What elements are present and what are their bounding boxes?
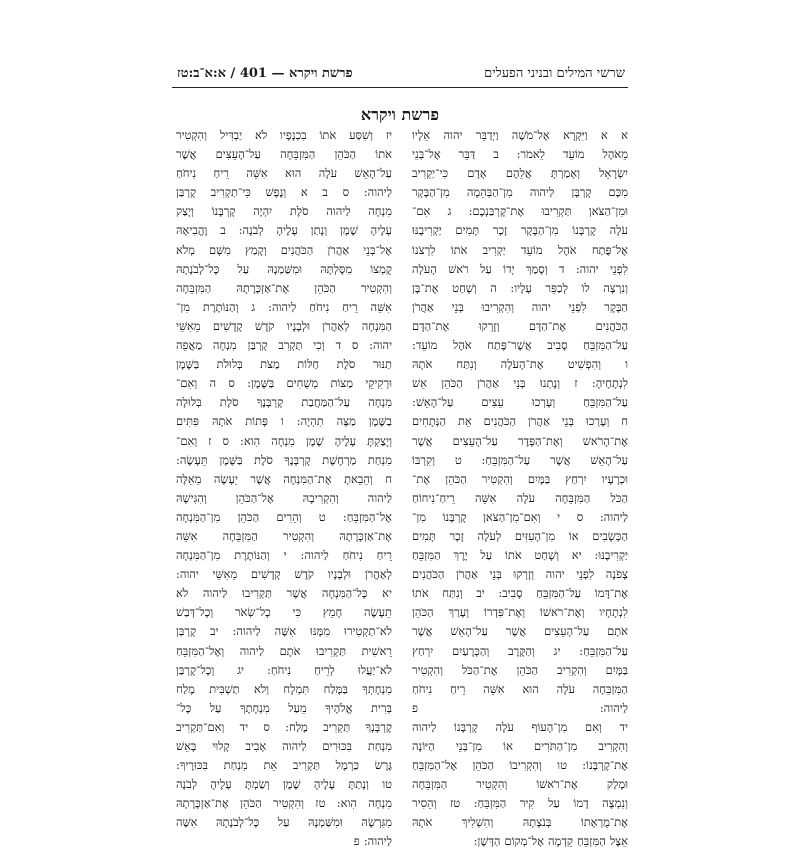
text-line: וּרְקִיקֵי מַצּוֹת מְשֻׁחִים בַּשָּׁמֶן: ס ה וְאִם־ xyxy=(176,376,392,391)
text-line: תַנּוּר סֹלֶת חַלּוֹת מַצֹּת בְּלוּלֹת בַּשֶּׁמֶן xyxy=(176,357,392,372)
text-line: אֶת־דָּמוֹ עַל־הַמִּזְבֵּחַ סָבִיב: יב וְנִתַּח אֹתוֹ xyxy=(412,586,628,601)
text-line: אֹתוֹ הַכֹּהֵן הַמִּזְבֵּחָה עַל־הָעֵצִים אֲשֶׁר xyxy=(176,147,392,162)
text-line: הַבָּקָר לִפְנֵי יהוה וְהִקְרִיבוּ בְּנֵי אַהֲרֹן xyxy=(412,299,628,314)
text-line: עַל־הָאֵשׁ עֹלָה הוּא אִשֵּׁה רֵיחַ נִיחֹחַ xyxy=(176,166,392,181)
text-line: מִנְחַת בִּכּוּרִים לַיהוה אָבִיב קָלוּי בָּאֵשׁ xyxy=(176,739,392,753)
text-line: בַשֶּׁמֶן מַצָּה תִהְיֶה: ו פָּתוֹת אֹתָהּ פִּתִּים xyxy=(176,414,392,429)
text-line: וּכְרָעָיו יִרְחַץ בַּמָּיִם וְהִקְטִיר הַכֹּהֵן אֶת־ xyxy=(412,471,628,486)
text-line: עֹלָה קָרְבָּנוֹ מִן־הַבָּקָר זָכָר תָּמִים יַקְרִיבֶנּוּ xyxy=(412,223,628,238)
text-line: א א וַיִּקְרָא אֶל־מֹשֶׁה וַיְדַבֵּר יהוה אֵלָיו xyxy=(412,128,628,142)
text-line: אִשֵּׁה רֵיחַ נִיחֹחַ לַיהוה: ג וְהַנּוֹתֶרֶת מִן־ xyxy=(176,299,392,314)
text-line: אֵצֶל הַמִּזְבֵּחַ קֵדְמָה אֶל־מְקוֹם הַדָּשֶׁן: xyxy=(473,834,628,849)
text-line: מִנְחַת מַרְחֶשֶׁת קָרְבָּנֶךָ סֹלֶת בַּשֶּׁמֶן תֵּעָשֶׂה: xyxy=(176,452,392,467)
text-line: רֵאשִׁית תַּקְרִיבוּ אֹתָם לַיהוה וְאֶל־הַמִּזְבֵּחַ xyxy=(176,643,392,658)
text-line: עָלֶיהָ שֶׁמֶן וְנָתַן עָלֶיהָ לְבֹנָה: ב וֶהֱבִיאָהּ xyxy=(176,223,392,238)
section-title: פרשת ויקרא xyxy=(360,105,440,124)
text-line: קֻמְצוֹ מִסָּלְתָּהּ וּמִשַּׁמְנָהּ עַל כָּל־לְבֹנָתָהּ xyxy=(176,261,392,276)
text-line: מִנְחָה הִוא: טז וְהִקְטִיר הַכֹּהֵן אֶת־אַזְכָּרָתָהּ xyxy=(176,796,392,811)
text-line: עַל־הַמִּזְבֵּחַ וְעָרְכוּ עֵצִים עַל־הָאֵשׁ: xyxy=(412,395,628,410)
text-line: קָרְבָּנְךָ תַּקְרִיב מֶלַח: ס יד וְאִם־תַּקְרִיב xyxy=(176,719,392,734)
text-line: עַל־הַמִּזְבֵּחַ סָבִיב אֲשֶׁר־פֶּתַח אֹהֶל מוֹעֵד: xyxy=(412,338,628,353)
running-title: שרשי המילים ובניני הפעלים xyxy=(484,66,625,81)
left-text-column xyxy=(176,126,392,852)
page-reference-header xyxy=(177,64,353,84)
text-line: מֵאֹהֶל מוֹעֵד לֵאמֹר: ב דַּבֵּר אֶל־בְּנֵי xyxy=(412,147,628,162)
text-line: לִנְתָחָיו וְאֶת־רֹאשׁוֹ וְאֶת־פִּדְרוֹ וְעָרַךְ הַכֹּהֵן xyxy=(412,605,628,620)
text-line: תֵעָשֶׂה חָמֵץ כִּי כָל־שְׂאֹר וְכָל־דְּבַשׁ xyxy=(176,605,392,620)
text-line: אֶל־פֶּתַח אֹהֶל מוֹעֵד יַקְרִיב אֹתוֹ לִרְצֹנוֹ xyxy=(412,242,628,257)
text-line: ו וְהִפְשִׁיט אֶת־הָעֹלָה וְנִתַּח אֹתָהּ xyxy=(412,357,628,372)
text-line: יד וְאִם מִן־הָעוֹף עֹלָה קָרְבָּנוֹ לַיהוה xyxy=(412,719,628,734)
text-line: ח וְעָרְכוּ בְּנֵי אַהֲרֹן הַכֹּהֲנִים אֵת הַנְּתָחִים xyxy=(412,414,628,429)
text-line: מִגִּרְשָׂהּ וּמִשַּׁמְנָהּ עַל כָּל־לְבֹנָתָהּ אִשֶּׁה xyxy=(176,815,392,830)
text-line: אֹתָם עַל־הָעֵצִים אֲשֶׁר עַל־הָאֵשׁ אֲשֶׁר xyxy=(412,624,628,639)
text-line: אֶת־אַזְכָּרָתָהּ וְהִקְטִיר הַמִּזְבֵּחָה אִשֵּׁה xyxy=(176,528,392,543)
text-line: לַיהוה: ס י וְאִם־מִן־הַצֹּאן קָרְבָּנוֹ מִן־ xyxy=(412,509,628,524)
text-line: יהוה: ס ד וְכִי תַקְרִב קָרְבַּן מִנְחָה מַאֲפֵה xyxy=(176,338,392,353)
text-line: וּמָלַק אֶת־רֹאשׁוֹ וְהִקְטִיר הַמִּזְבֵּחָה xyxy=(412,777,628,792)
text-line: וּמִן־הַצֹּאן תַּקְרִיבוּ אֶת־קָרְבַּנְכֶם: ג אִם־ xyxy=(412,204,628,219)
text-line: אֶל־הַמִּזְבֵּחַ: ט וְהֵרִים הַכֹּהֵן מִן־הַמִּנְחָה xyxy=(176,509,392,524)
text-line: אֶת־קָרְבָּנוֹ: טו וְהִקְרִיבוֹ הַכֹּהֵן אֶל־הַמִּזְבֵּחַ xyxy=(412,758,628,773)
text-line: מִנְחָתְךָ בַּמֶּלַח תִּמְלָח וְלֹא תַשְׁבִּית מֶלַח xyxy=(176,681,392,696)
text-line: הַכֹּל הַמִּזְבֵּחָה עֹלָה אִשֵּׁה רֵיחַ־נִיחוֹחַ xyxy=(412,490,628,505)
text-line: לְאַהֲרֹן וּלְבָנָיו קֹדֶשׁ קָדָשִׁים מֵאִשֵּׁי יהוה: xyxy=(176,567,392,582)
right-text-column xyxy=(412,126,628,852)
text-line: יַקְרִיבֶנּוּ: יא וְשָׁחַט אֹתוֹ עַל יֶרֶךְ הַמִּזְבֵּחַ xyxy=(412,548,628,563)
text-line: וְנִמְצָה דָמוֹ עַל קִיר הַמִּזְבֵּחַ: טז וְהֵסִיר xyxy=(412,796,628,811)
text-line: לֹא־תַקְטִירוּ מִמֶּנּוּ אִשֶּׁה לַיהוה: יב קָרְבַּן xyxy=(176,624,392,639)
text-line: הַכֹּהֲנִים אֶת־הַדָּם וְזָרְקוּ אֶת־הַדָּם xyxy=(412,318,628,333)
text-line: לַיהוה: פ xyxy=(353,834,392,849)
text-line: אֶת־מֻרְאָתוֹ בְּנֹצָתָהּ וְהִשְׁלִיךְ אֹתָהּ xyxy=(412,815,628,830)
text-line: הַמִּנְחָה לְאַהֲרֹן וּלְבָנָיו קֹדֶשׁ קָדָשִׁים מֵאִשֵּׁי xyxy=(176,318,392,333)
text-line: הַמִּזְבֵּחָה עֹלָה הוּא אִשֵּׁה רֵיחַ נִיחֹחַ xyxy=(412,681,628,696)
parsha-header: פרשת ויקרא xyxy=(289,66,353,81)
header-rule xyxy=(172,87,628,88)
text-line: עַל־הָאֵשׁ אֲשֶׁר עַל־הַמִּזְבֵּחַ: ט וְקִרְבּוֹ xyxy=(412,452,628,467)
text-line: הַכְּשָׂבִים אוֹ מִן־הָעִזִּים לְעֹלָה זָכָר תָּמִים xyxy=(412,528,628,543)
text-line: לֹא־יַעֲלוּ לְרֵיחַ נִיחֹחַ: יג וְכָל־קָרְבַּן xyxy=(176,662,392,677)
text-line: מִנְחָה לַיהוה סֹלֶת יִהְיֶה קָרְבָּנוֹ וְיָצַק xyxy=(176,204,392,219)
text-line: אֶל־בְּנֵי אַהֲרֹן הַכֹּהֲנִים וְקָמַץ מִשָּׁם מְלֹא xyxy=(176,242,392,257)
text-line: רֵיחַ נִיחֹחַ לַיהוה: י וְהַנּוֹתֶרֶת מִן־הַמִּנְחָה xyxy=(176,548,392,563)
text-line: ח וְהֵבֵאתָ אֶת־הַמִּנְחָה אֲשֶׁר יֵעָשֶׂה מֵאֵלֶּה xyxy=(176,471,392,486)
text-line: מִכֶּם קָרְבָּן לַיהוה מִן־הַבְּהֵמָה מִן־הַבָּקָר xyxy=(412,185,628,200)
text-line: לִנְתָחֶיהָ: ז וְנָתְנוּ בְּנֵי אַהֲרֹן הַכֹּהֵן אֵשׁ xyxy=(412,376,628,391)
text-line: לַיהוה: פ xyxy=(412,700,628,715)
text-line: וְנִרְצָה לוֹ לְכַפֵּר עָלָיו: ה וְשָׁחַט אֶת־בֶּן xyxy=(412,280,628,295)
text-line: בְּרִית אֱלֹהֶיךָ מֵעַל מִנְחָתֶךָ עַל כָּל־ xyxy=(176,700,392,715)
text-line: יא כָּל־הַמִּנְחָה אֲשֶׁר תַּקְרִיבוּ לַיהוה לֹא xyxy=(176,586,392,601)
text-line: בַּמָּיִם וְהִקְרִיב הַכֹּהֵן אֶת־הַכֹּל וְהִקְטִיר xyxy=(412,662,628,677)
text-line: לִפְנֵי יהוה: ד וְסָמַךְ יָדוֹ עַל רֹאשׁ הָעֹלָה xyxy=(412,261,628,276)
text-line: לַיהוה וְהִקְרִיבָהּ אֶל־הַכֹּהֵן וְהִגִּישָׁהּ xyxy=(176,490,392,505)
text-line: טו וְנָתַתָּ עָלֶיהָ שֶׁמֶן וְשַׂמְתָּ עָלֶיהָ לְבֹנָה xyxy=(176,777,392,792)
text-line: לַיהוה: ס ב א וְנֶפֶשׁ כִּי־תַקְרִיב קָרְבַּן xyxy=(176,185,392,200)
text-line: יִשְׂרָאֵל וְאָמַרְתָּ אֲלֵהֶם אָדָם כִּי־יַקְרִיב xyxy=(412,166,628,181)
text-line: וְיָצַקְתָּ עָלֶיהָ שָׁמֶן מִנְחָה הִוא: ס ז וְאִם־ xyxy=(176,433,392,448)
text-line: צָפֹנָה לִפְנֵי יהוה וְזָרְקוּ בְּנֵי אַהֲרֹן הַכֹּהֲנִים xyxy=(412,567,628,582)
header-dash: — xyxy=(271,66,285,81)
text-line: גֶּרֶשׂ כַּרְמֶל תַּקְרִיב אֵת מִנְחַת בִּכּוּרֶיךָ: xyxy=(176,758,392,773)
text-line: עַל־הַמִּזְבֵּחַ: יג וְהַקֶּרֶב וְהַכְּרָעַיִם יִרְחַץ xyxy=(412,643,628,658)
verse-range-page-number: 401 / א:א־ב:טז xyxy=(177,66,267,81)
text-line: יז וְשִׁסַּע אֹתוֹ בִכְנָפָיו לֹא יַבְדִּיל וְהִקְטִיר xyxy=(176,128,392,142)
text-line: מִנְחָה עַל־הַמַּחֲבַת קָרְבָּנֶךָ סֹלֶת בְּלוּלָה xyxy=(176,395,392,410)
text-line: אֶת־הָרֹאשׁ וְאֶת־הַפָּדֶר עַל־הָעֵצִים אֲשֶׁר xyxy=(412,433,628,448)
text-line: וְהִקְרִיב מִן־הַתֹּרִים אוֹ מִן־בְּנֵי הַיּוֹנָה xyxy=(412,739,628,753)
text-line: וְהִקְטִיר הַכֹּהֵן אֶת־אַזְכָּרָתָהּ הַמִּזְבֵּחָה xyxy=(176,280,392,295)
